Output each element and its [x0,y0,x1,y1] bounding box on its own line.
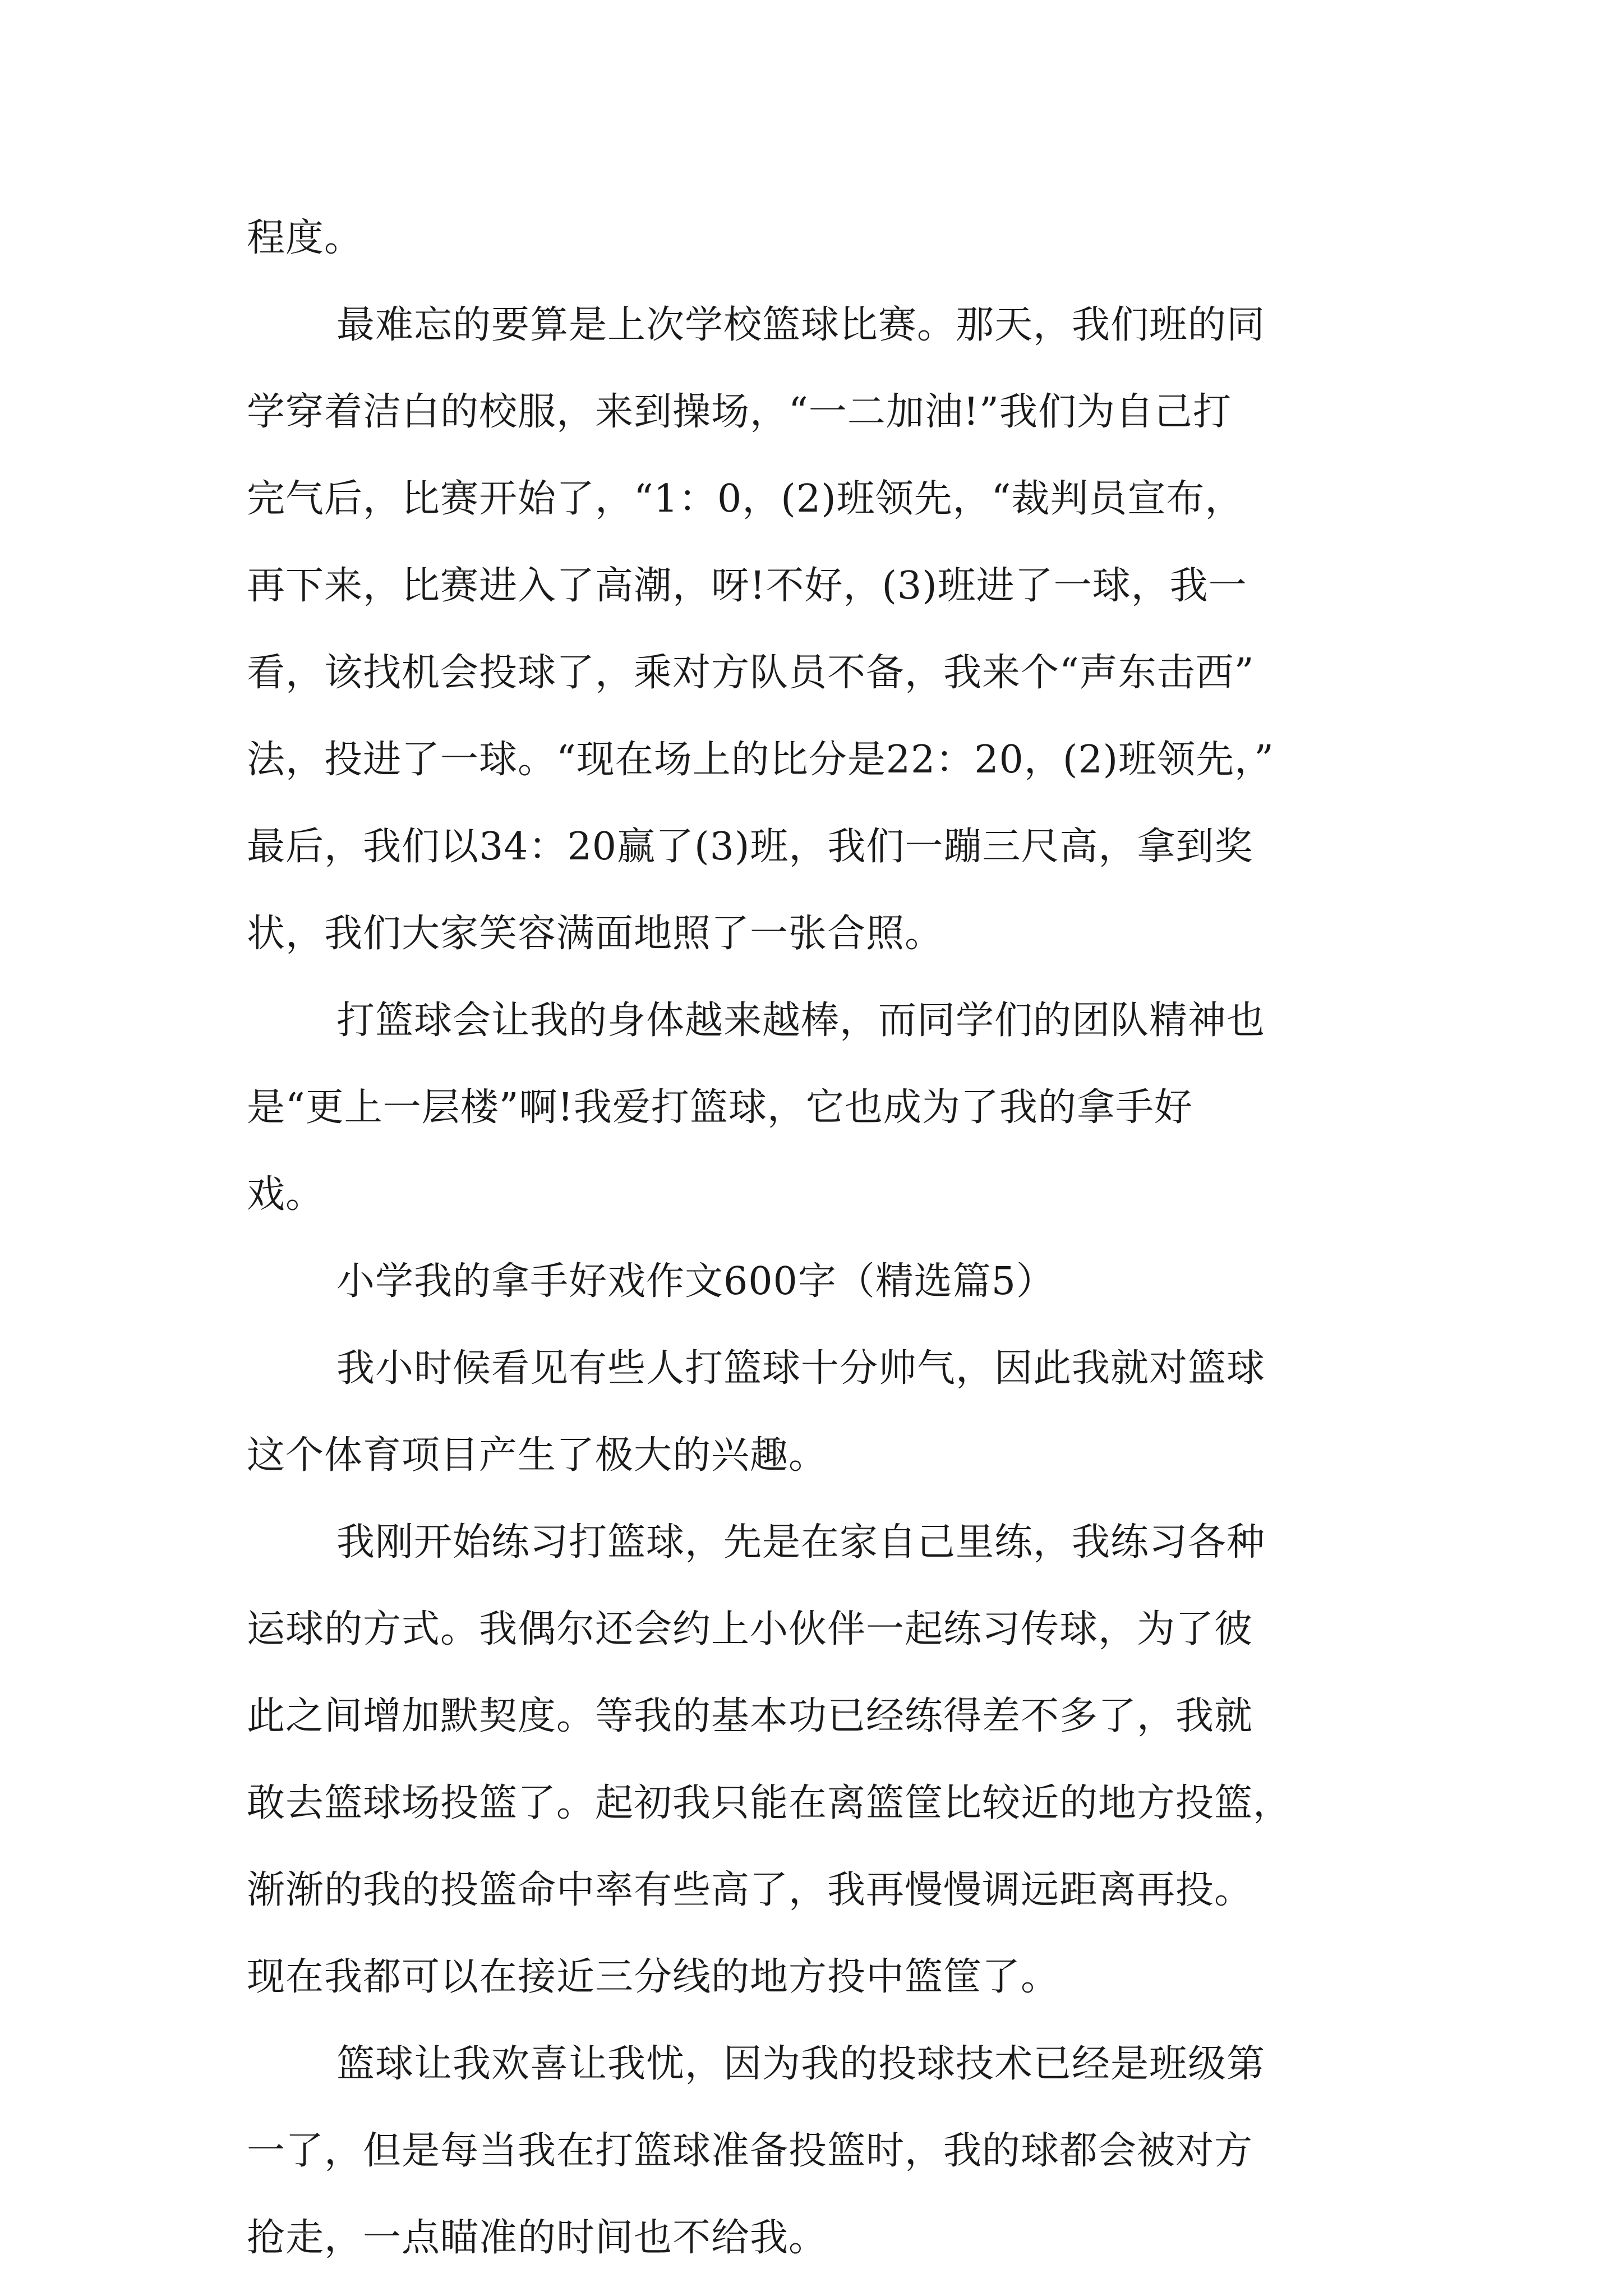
text-line: 抢走，一点瞄准的时间也不给我。 [247,2216,828,2260]
text-line: 法，投进了一球。“现在场上的比分是22：20，(2)班领先，” [247,738,1274,782]
text-line: 此之间增加默契度。等我的基本功已经练得差不多了，我就 [247,1694,1253,1738]
text-line: 再下来，比赛进入了高潮，呀!不好，(3)班进了一球，我一 [247,564,1247,608]
text-line: 这个体育项目产生了极大的兴趣。 [247,1433,828,1478]
section-heading: 小学我的拿手好戏作文600字（精选篇5） [336,1259,1055,1304]
paragraph-start-line: 最难忘的要算是上次学校篮球比赛。那天，我们班的同 [336,303,1266,347]
text-line: 一了，但是每当我在打篮球准备投篮时，我的球都会被对方 [247,2129,1253,2173]
text-line: 现在我都可以在接近三分线的地方投中篮筐了。 [247,1955,1060,1999]
text-line: 状，我们大家笑容满面地照了一张合照。 [247,912,944,956]
text-line: 完气后，比赛开始了，“1：0，(2)班领先，“裁判员宣布， [247,477,1244,521]
text-line: 最后，我们以34：20赢了(3)班，我们一蹦三尺高，拿到奖 [247,825,1253,869]
text-line: 学穿着洁白的校服，来到操场，“一二加油!”我们为自己打 [247,390,1232,434]
text-line: 程度。 [247,216,363,260]
paragraph-start-line: 打篮球会让我的身体越来越棒，而同学们的团队精神也 [336,999,1266,1043]
text-line: 渐渐的我的投篮命中率有些高了，我再慢慢调远距离再投。 [247,1868,1253,1912]
text-line: 是“更上一层楼”啊!我爱打篮球，它也成为了我的拿手好 [247,1085,1193,1130]
text-line: 运球的方式。我偶尔还会约上小伙伴一起练习传球，为了彼 [247,1607,1253,1651]
paragraph-start-line: 我小时候看见有些人打篮球十分帅气，因此我就对篮球 [336,1346,1266,1391]
paragraph-start-line: 我刚开始练习打篮球，先是在家自己里练，我练习各种 [336,1520,1266,1565]
text-line: 看，该找机会投球了，乘对方队员不备，我来个“声东击西” [247,651,1255,695]
text-line: 敢去篮球场投篮了。起初我只能在离篮筐比较近的地方投篮， [247,1781,1292,1825]
paragraph-start-line: 篮球让我欢喜让我忧，因为我的投球技术已经是班级第 [336,2042,1266,2086]
text-line: 戏。 [247,1172,325,1217]
